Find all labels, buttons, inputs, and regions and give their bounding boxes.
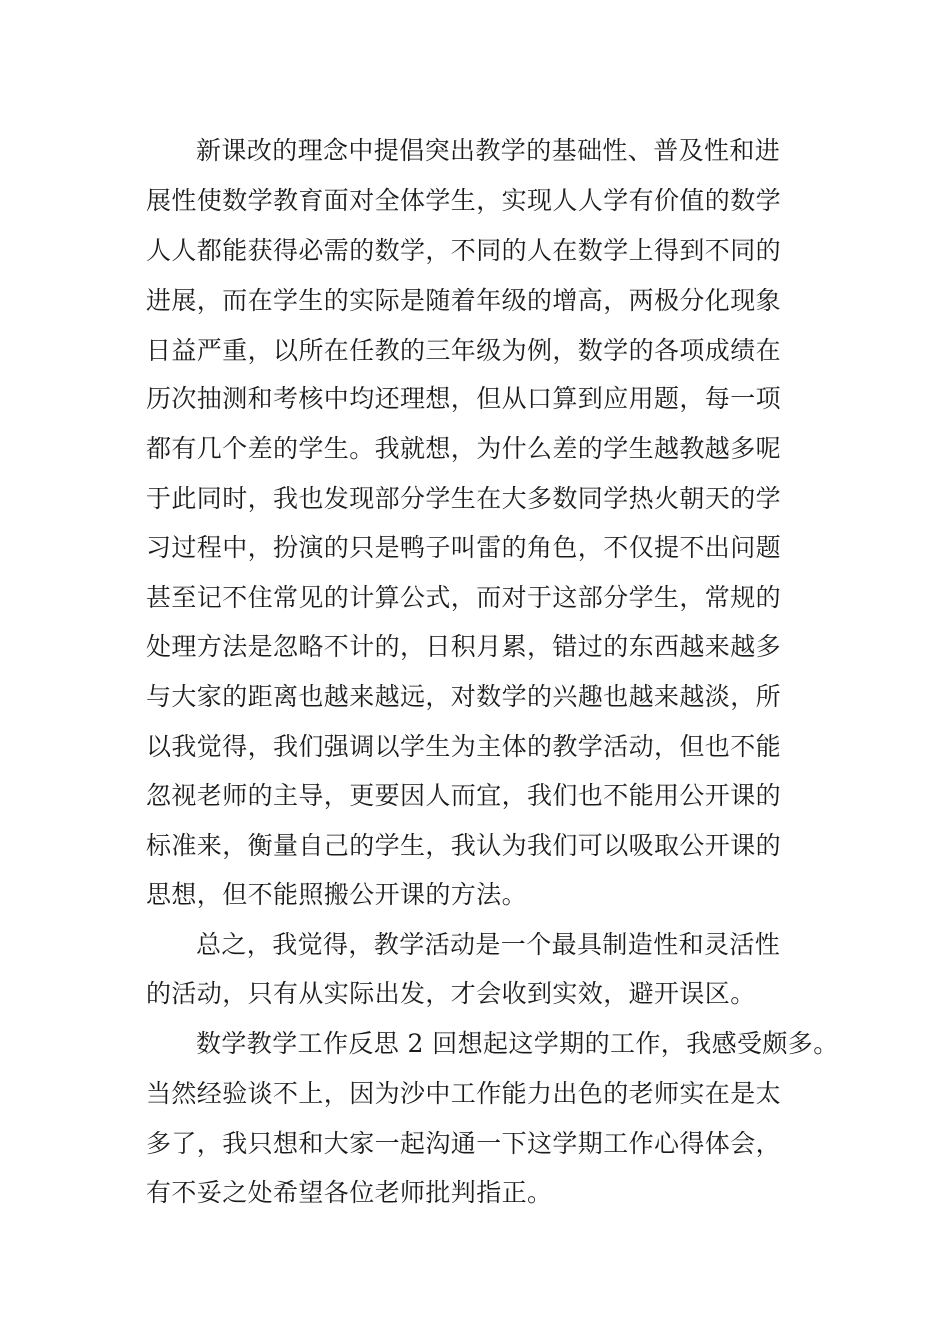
paragraph-line: 新课改的理念中提倡突出教学的基础性、普及性和进 <box>196 136 781 165</box>
paragraph-line: 日益严重，以所在任教的三年级为例，数学的各项成绩在 <box>146 336 782 365</box>
paragraph-line: 处理方法是忽略不计的，日积月累，错过的东西越来越多 <box>146 632 782 661</box>
paragraph-line: 与大家的距离也越来越远，对数学的兴趣也越来越淡，所 <box>146 682 782 711</box>
paragraph-line: 多了，我只想和大家一起沟通一下这学期工作心得体会， <box>146 1129 782 1158</box>
paragraph-line: 展性使数学教育面对全体学生，实现人人学有价值的数学 <box>146 186 782 215</box>
paragraph-line: 甚至记不住常见的计算公式，而对于这部分学生，常规的 <box>146 583 782 612</box>
paragraph-line: 思想，但不能照搬公开课的方法。 <box>146 880 528 909</box>
paragraph-line: 总之，我觉得，教学活动是一个最具制造性和灵活性 <box>196 930 781 959</box>
paragraph-line: 都有几个差的学生。我就想，为什么差的学生越教越多呢 <box>146 434 782 463</box>
paragraph-line: 忽视老师的主导，更要因人而宜，我们也不能用公开课的 <box>146 781 782 810</box>
paragraph-line: 人人都能获得必需的数学，不同的人在数学上得到不同的 <box>146 236 782 265</box>
paragraph-line: 进展，而在学生的实际是随着年级的增高，两极分化现象 <box>146 286 782 315</box>
paragraph-line: 的活动，只有从实际出发，才会收到实效，避开误区。 <box>146 979 756 1008</box>
paragraph-line: 数学教学工作反思 2 回想起这学期的工作，我感受颇多。 <box>196 1029 839 1058</box>
paragraph-line: 当然经验谈不上，因为沙中工作能力出色的老师实在是太 <box>146 1079 782 1108</box>
paragraph-line: 以我觉得，我们强调以学生为主体的教学活动，但也不能 <box>146 732 782 761</box>
paragraph-line: 于此同时，我也发现部分学生在大多数同学热火朝天的学 <box>146 484 782 513</box>
paragraph-line: 习过程中，扮演的只是鸭子叫雷的角色，不仅提不出问题 <box>146 533 782 562</box>
paragraph-line: 历次抽测和考核中均还理想，但从口算到应用题，每一项 <box>146 384 782 413</box>
paragraph-line: 有不妥之处希望各位老师批判指正。 <box>146 1178 553 1207</box>
paragraph-line: 标准来，衡量自己的学生，我认为我们可以吸取公开课的 <box>146 831 782 860</box>
